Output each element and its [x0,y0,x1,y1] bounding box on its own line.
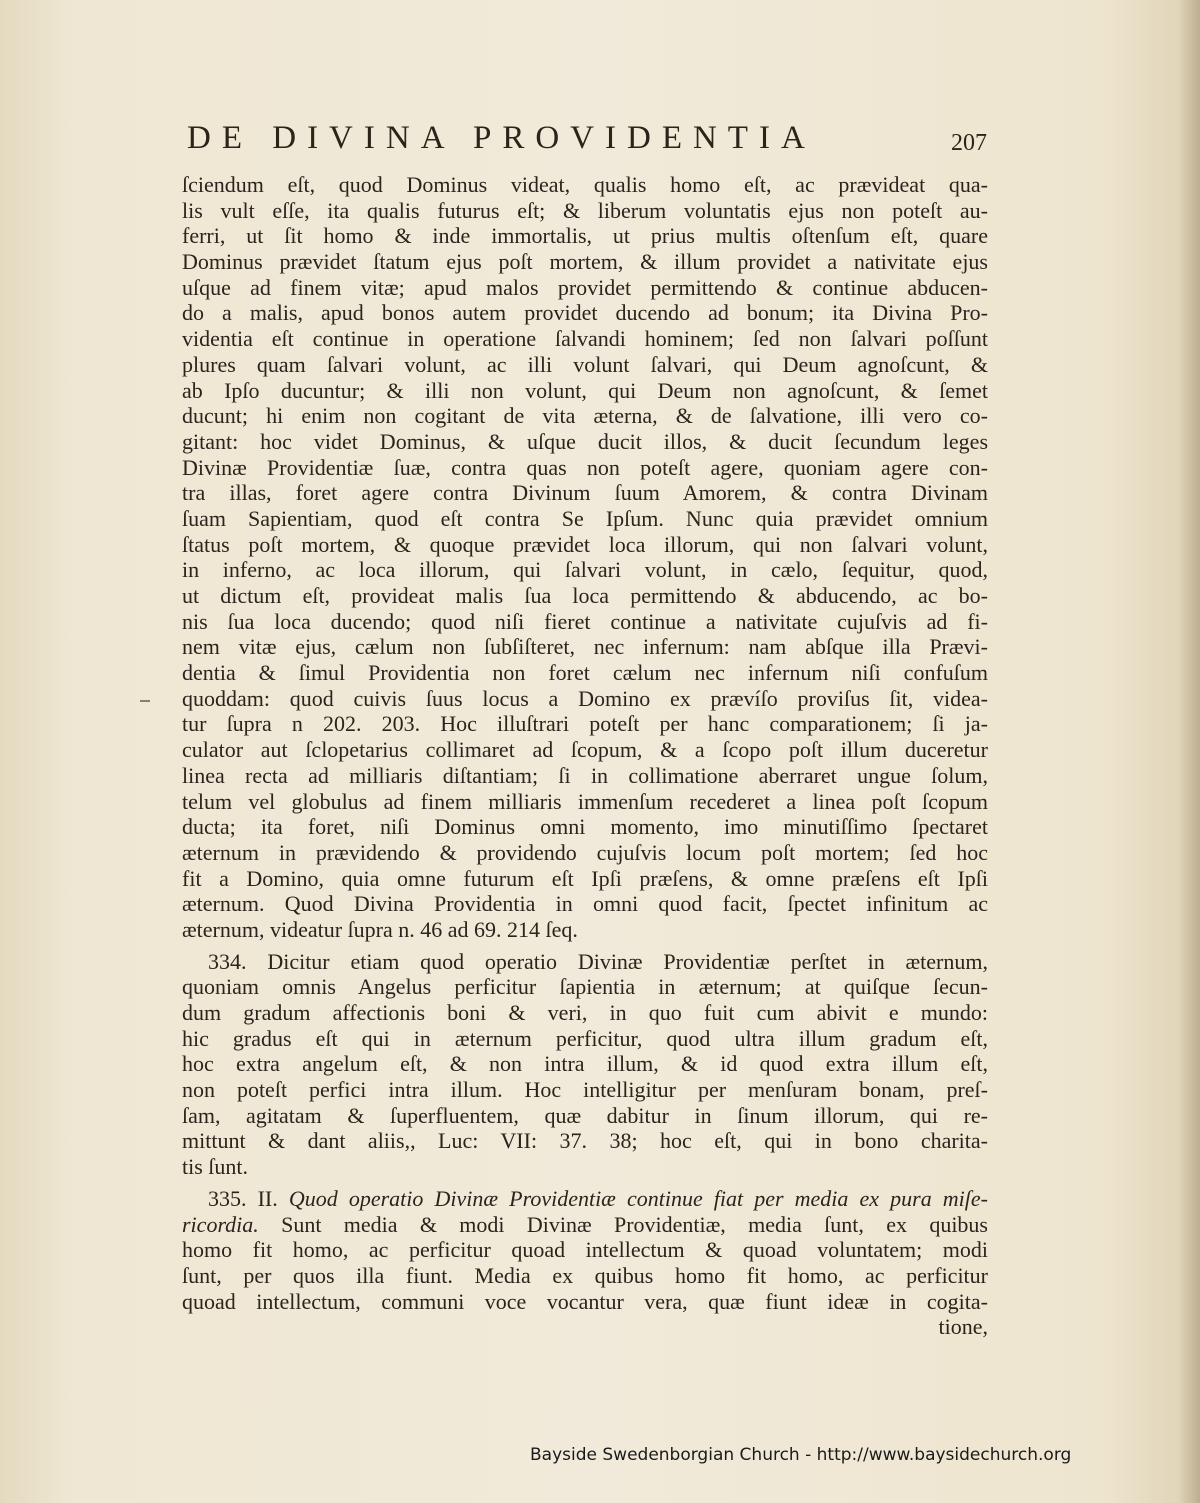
text-line: ducta; ita foret, niſi Dominus omni momento, imo minutiſſimo ſpectaret [182,814,988,840]
text-line: fit a Domino, quia omne futurum eſt Ipſi præſens, & omne præſens eſt Ipſi [182,865,988,891]
text-line: ſunt, per quos illa fiunt. Media ex quibus homo fit homo, ac perficitur [182,1262,988,1288]
text-line: uſque ad finem vitæ; apud malos providet permittendo & continue abducen- [182,274,988,300]
text-line [182,1212,988,1238]
text-line [182,1186,988,1212]
text-line: tur ſupra n 202. 203. Hoc illuſtrari poteſt per hanc comparationem; ſi ja- [182,711,988,737]
text-line: Divinæ Providentiæ ſuæ, contra quas non poteſt agere, quoniam agere con- [182,454,988,480]
text-line: in inferno, ac loca illorum, qui ſalvari volunt, in cælo, ſequitur, quod, [182,557,988,583]
text-line: ſam, agitatam & ſuperfluentem, quæ dabitur in ſinum illorum, qui re- [182,1102,988,1128]
text-line: dentia & ſimul Providentia non foret cælum nec infernum niſi confuſum [182,660,988,686]
text-line: non poteſt perfici intra illum. Hoc intelligitur per menſuram bonam, preſ- [182,1077,988,1103]
paragraph-335 [182,1186,988,1340]
text-line: lis vult eſſe, ita qualis futurus eſt; & liberum voluntatis ejus non poteſt au- [182,197,988,223]
running-title: DE DIVINA PROVIDENTIA [187,120,816,156]
text-line: ferri, ut ſit homo & inde immortalis, ut prius multis oſtenſum eſt, quare [182,223,988,249]
text-line: hoc extra angelum eſt, & non intra illum, & id quod extra illum eſt, [182,1051,988,1077]
text-line: quoad intellectum, communi voce vocantur vera, quæ fiunt ideæ in cogita- [182,1288,988,1314]
text-line: ſciendum eſt, quod Dominus videat, qualis homo eſt, ac prævideat qua- [182,172,988,197]
text-line: æternum. Quod Divina Providentia in omni quod facit, ſpectet infinitum ac [182,891,988,917]
running-head [187,118,987,164]
text-line: tra illas, foret agere contra Divinum ſuum Amorem, & contra Divinam [182,480,988,506]
text-line: ſtatus poſt mortem, & quoque prævidet loca illorum, qui non ſalvari volunt, [182,531,988,557]
text-line: hic gradus eſt qui in æternum perficitur, quod ultra illum gradum eſt, [182,1025,988,1051]
body-text [182,172,988,1340]
margin-mark [140,700,150,702]
text-line: Dominus prævidet ſtatum ejus poſt mortem, & illum providet a nativitate ejus [182,249,988,275]
paragraph-continued [182,172,988,943]
paragraph-334 [182,949,988,1180]
text-line: nem vitæ ejus, cælum non ſubſiſteret, nec infernum: nam abſque illa Prævi- [182,634,988,660]
text-line: ut dictum eſt, provideat malis ſua loca permittendo & abducendo, ac bo- [182,583,988,608]
catchword: tione, [938,1314,988,1340]
text-line: plures quam ſalvari volunt, ac illi volunt ſalvari, qui Deum agnoſcunt, & [182,351,988,377]
text-line: æternum, videatur ſupra n. 46 ad 69. 214 ſeq. [182,916,578,942]
page-gutter-shadow [1178,0,1200,1503]
text-line: quoddam: quod cuivis ſuus locus a Domino ex prævíſo proviſus ſit, videa- [182,685,988,711]
text-line: gitant: hoc videt Dominus, & uſque ducit illos, & ducit ſecundum leges [182,428,988,454]
text-line: ducunt; hi enim non cogitant de vita æterna, & de ſalvatione, illi vero co- [182,403,988,429]
site-credit: Bayside Swedenborgian Church - http://www.baysidechurch.org [530,1445,1072,1465]
paragraph-number: 335. II. [208,1185,278,1211]
text-line: 334. Dicitur etiam quod operatio Divinæ Providentiæ perſtet in æternum, [208,948,988,974]
text-line: mittunt & dant aliis,, Luc: VII: 37. 38; hoc eſt, qui in bono charita- [182,1128,988,1154]
text-line: videntia eſt continue in operatione ſalvandi hominem; ſed non ſalvari poſſunt [182,326,988,352]
text-line: telum vel globulus ad finem milliaris immenſum recederet a linea poſt ſcopum [182,788,988,814]
page-number: 207 [951,130,987,156]
text-line: homo fit homo, ac perficitur quoad intellectum & quoad voluntatem; modi [182,1237,988,1263]
text-line: tis ſunt. [182,1154,249,1180]
text-line: ſuam Sapientiam, quod eſt contra Se Ipſum. Nunc quia prævidet omnium [182,505,988,531]
text-line: linea recta ad milliaris diſtantiam; ſi in collimatione aberraret ungue ſolum, [182,762,988,788]
text-line: culator aut ſclopetarius collimaret ad ſcopum, & a ſcopo poſt illum duceretur [182,737,988,763]
text-line: æternum in prævidendo & providendo cujuſvis locum poſt mortem; ſed hoc [182,839,988,865]
text-line: quoniam omnis Angelus perficitur ſapientia in æternum; at quiſque ſecun- [182,974,988,1000]
text-line: dum gradum affectionis boni & veri, in quo fuit cum abivit e mundo: [182,1000,988,1025]
text-line: nis ſua loca ducendo; quod niſi fieret continue a nativitate cujuſvis ad fi- [182,608,988,634]
text-line: do a malis, apud bonos autem providet ducendo ad bonum; ita Divina Pro- [182,300,988,326]
text-line: ab Ipſo ducuntur; & illi non volunt, qui Deum non agnoſcunt, & ſemet [182,377,988,403]
italic-heading-end: ricordia. [182,1211,259,1237]
italic-heading: Quod operatio Divinæ Providentiæ continue fiat per media ex pura miſe- [288,1185,988,1211]
text-line-rest: Sunt media & modi Divinæ Providentiæ, media ſunt, ex quibus [258,1211,988,1237]
